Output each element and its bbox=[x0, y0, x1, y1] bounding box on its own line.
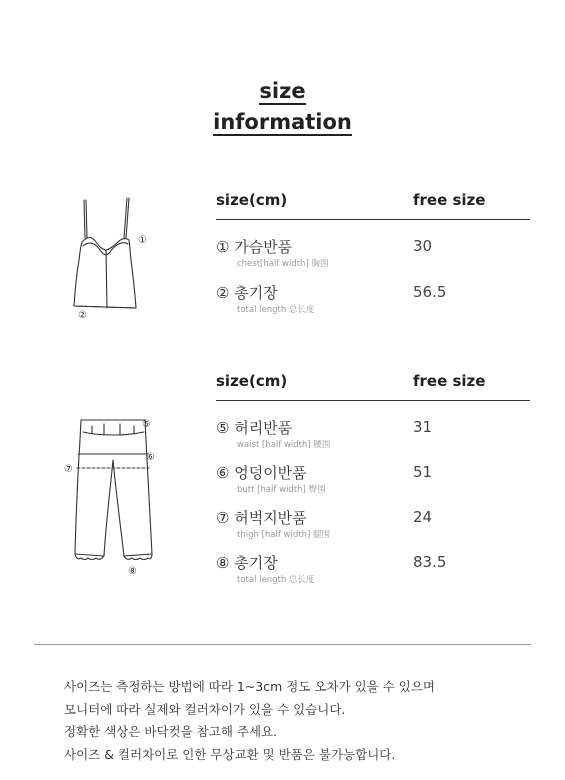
size-row-butt bbox=[216, 462, 530, 502]
table-header bbox=[216, 364, 530, 401]
top-size-table bbox=[216, 183, 530, 333]
marker-2: ② bbox=[78, 310, 87, 321]
row-value: 31 bbox=[413, 418, 433, 436]
row-value: 24 bbox=[413, 508, 433, 526]
title-line-information: information bbox=[213, 110, 352, 134]
row-value: 83.5 bbox=[413, 553, 447, 571]
size-notes bbox=[64, 676, 435, 766]
row-label: ② 총기장 bbox=[216, 284, 278, 302]
header-free-size: free size bbox=[413, 372, 486, 390]
note-line: 사이즈는 측정하는 방법에 따라 1~3cm 정도 오차가 있을 수 있으며 bbox=[64, 679, 435, 694]
page-title bbox=[0, 78, 565, 136]
size-row-waist bbox=[216, 417, 530, 457]
size-row-total-length bbox=[216, 282, 530, 322]
row-value: 56.5 bbox=[413, 283, 447, 301]
header-size: size(cm) bbox=[216, 191, 288, 209]
size-row-total-length bbox=[216, 552, 530, 592]
row-sublabel: butt [half width] 臀围 bbox=[237, 485, 326, 495]
table-header bbox=[216, 183, 530, 220]
note-line: 모니터에 따라 실제와 컬러차이가 있을 수 있습니다. bbox=[64, 701, 346, 717]
marker-1: ① bbox=[138, 235, 147, 246]
row-label: ⑤ 허리반품 bbox=[216, 419, 293, 437]
row-sublabel: chest[half width] 胸围 bbox=[237, 259, 329, 269]
row-sublabel: total length 总长度 bbox=[237, 575, 315, 585]
row-sublabel: thigh [half width] 腿围 bbox=[237, 530, 330, 540]
row-label: ① 가슴반품 bbox=[216, 238, 293, 256]
row-label: ⑦ 허벅지반품 bbox=[216, 509, 307, 527]
header-size: size(cm) bbox=[216, 372, 288, 390]
marker-5: ⑤ bbox=[142, 419, 151, 430]
marker-6: ⑥ bbox=[146, 452, 155, 463]
header-free-size: free size bbox=[413, 191, 486, 209]
section-divider bbox=[34, 644, 531, 645]
size-row-chest bbox=[216, 236, 530, 276]
row-sublabel: total length 总长度 bbox=[237, 305, 315, 315]
row-value: 30 bbox=[413, 237, 433, 255]
row-label: ⑧ 총기장 bbox=[216, 554, 278, 572]
pants-illustration bbox=[60, 412, 170, 582]
row-sublabel: waist [half width] 腰围 bbox=[237, 440, 331, 450]
camisole-illustration bbox=[66, 190, 176, 330]
row-label: ⑥ 엉덩이반품 bbox=[216, 464, 307, 482]
size-row-thigh bbox=[216, 507, 530, 547]
marker-7: ⑦ bbox=[64, 464, 73, 475]
bottom-size-table bbox=[216, 364, 530, 594]
marker-8: ⑧ bbox=[128, 566, 137, 577]
title-line-size: size bbox=[259, 79, 306, 103]
row-value: 51 bbox=[413, 463, 433, 481]
note-line: 사이즈 & 컬러차이로 인한 무상교환 및 반품은 불가능합니다. bbox=[64, 746, 396, 762]
note-line: 정확한 색상은 바닥컷을 참고해 주세요. bbox=[64, 724, 278, 739]
